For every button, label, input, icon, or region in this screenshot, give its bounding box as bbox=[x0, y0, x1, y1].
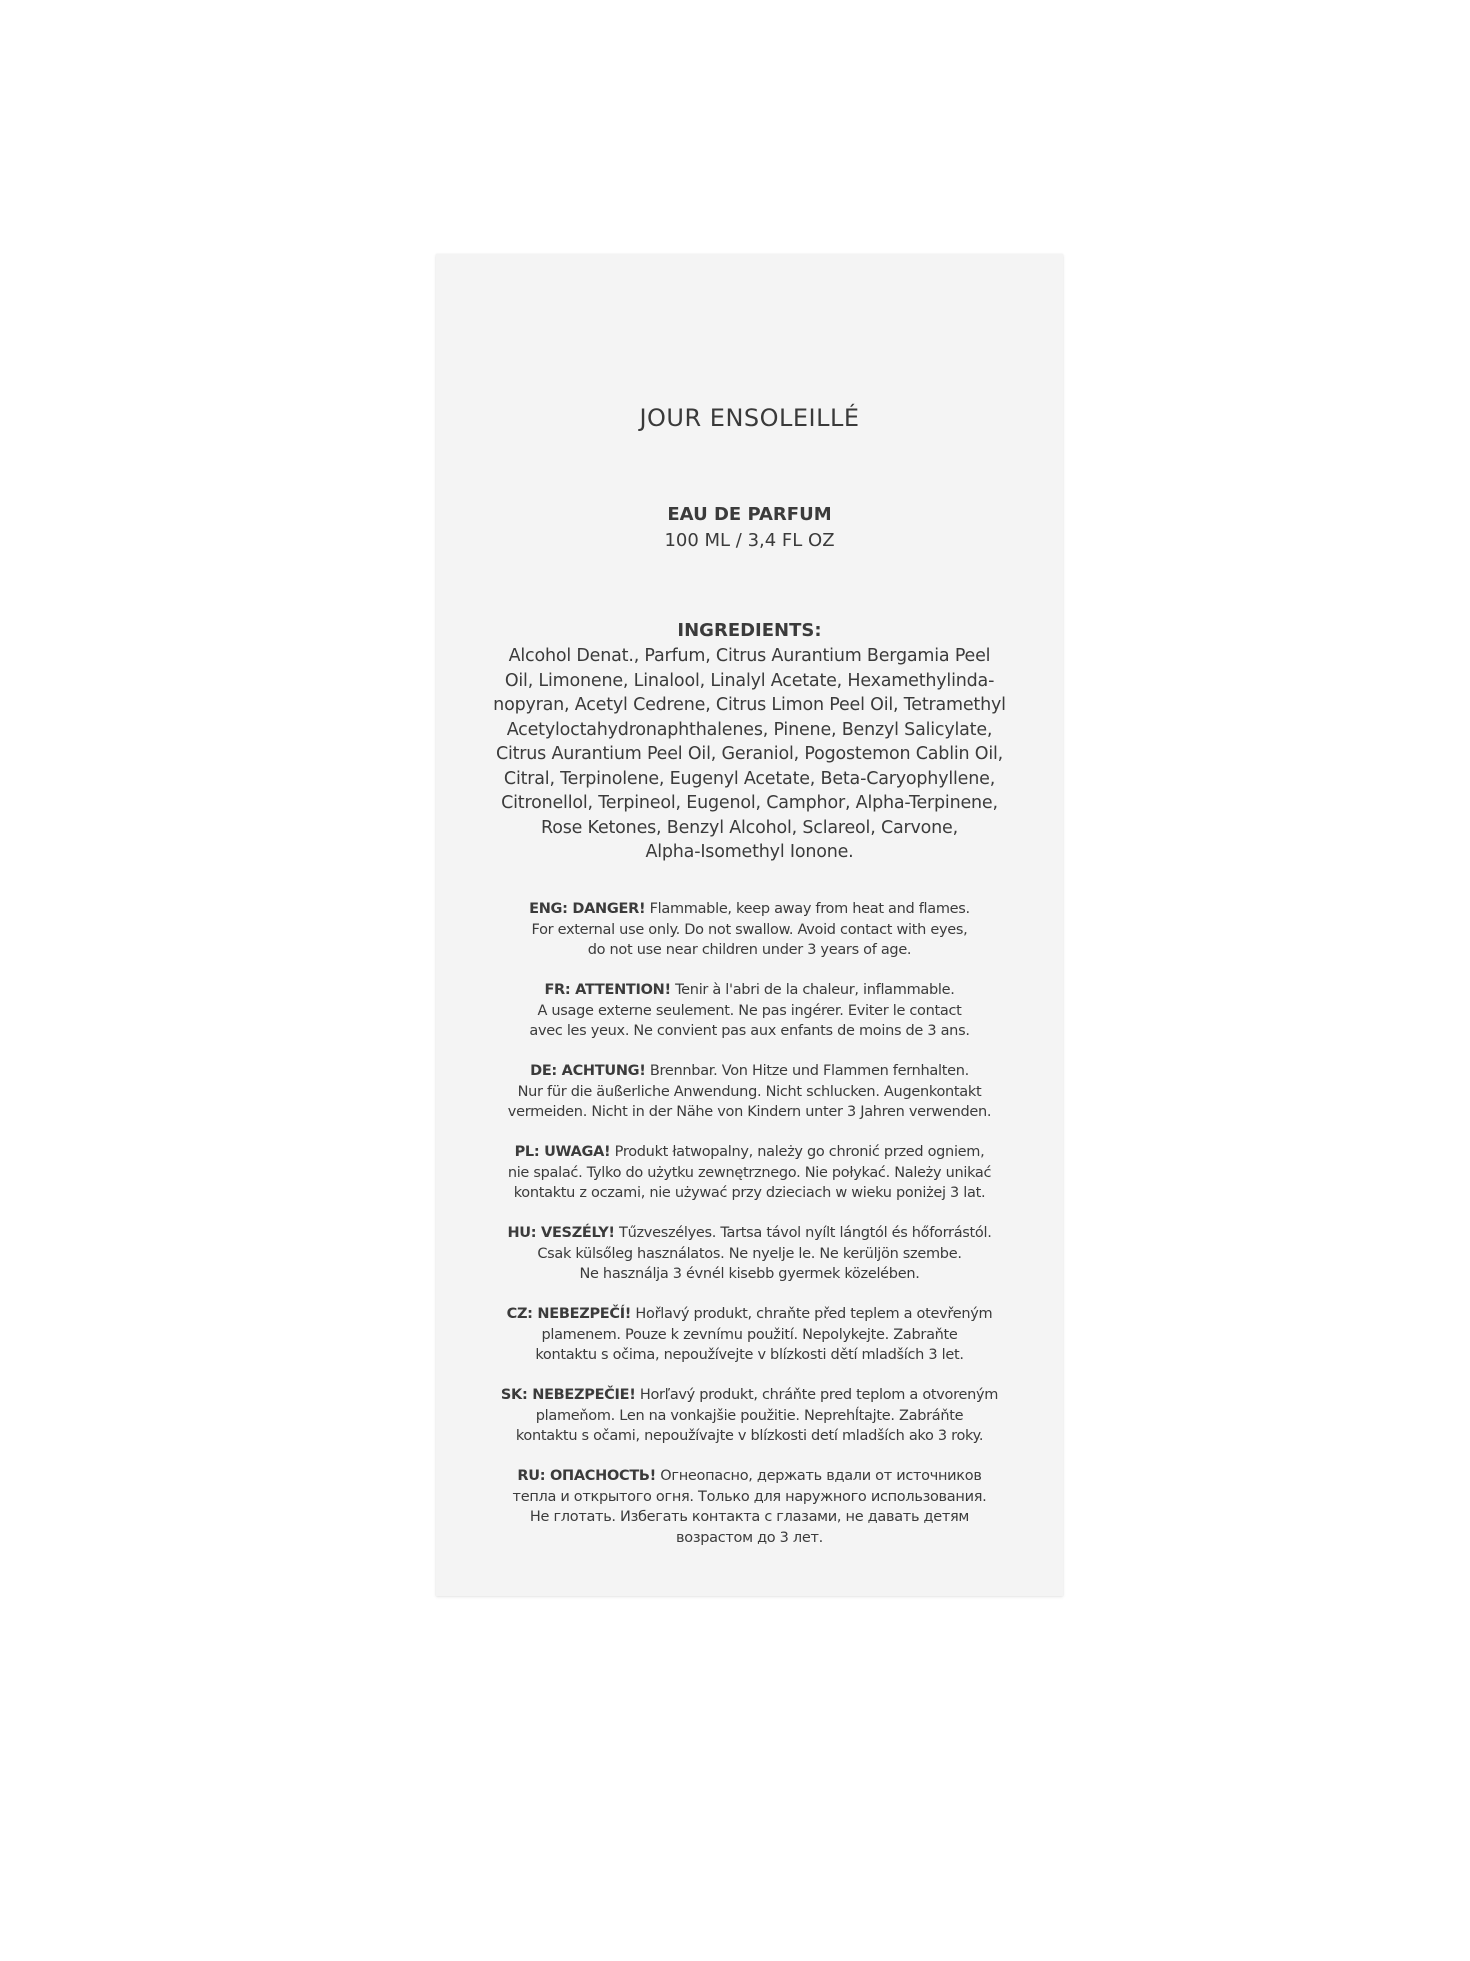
ingredients-line: Citral, Terpinolene, Eugenyl Acetate, Beta-Caryophyllene, bbox=[503, 768, 996, 789]
warning-label: SK: NEBEZPEČIE! bbox=[500, 1387, 636, 1403]
product-type: EAU DE PARFUM bbox=[667, 504, 832, 525]
warning-line: Nur für die äußerliche Anwendung. Nicht schlucken. Augenkontakt bbox=[517, 1083, 982, 1100]
warning-label: ENG: DANGER! bbox=[529, 901, 646, 917]
ingredients-line: Citronellol, Terpineol, Eugenol, Camphor, Alpha-Terpinene, bbox=[501, 793, 998, 813]
perfume-box-back bbox=[436, 254, 1063, 1596]
ingredients-line: Acetyloctahydronaphthalenes, Pinene, Benzyl Salicylate, bbox=[506, 719, 993, 740]
warning-ru bbox=[456, 1466, 1043, 1548]
warning-line: A usage externe seulement. Ne pas ingérer. Eviter le contact bbox=[537, 1002, 962, 1019]
warning-fr bbox=[456, 980, 1043, 1042]
warnings-block bbox=[456, 899, 1043, 1568]
warning-line: Ne használja 3 évnél kisebb gyermek közelében. bbox=[579, 1266, 920, 1282]
warning-line: Огнеопасно, держать вдали от источников bbox=[656, 1468, 982, 1484]
warning-line: возрастом до 3 лет. bbox=[676, 1529, 823, 1546]
warning-line: тепла и открытого огня. Только для наружного использования. bbox=[512, 1488, 987, 1505]
warning-pl bbox=[456, 1142, 1043, 1204]
warning-line: Csak külsőleg használatos. Ne nyelje le. Ne kerüljön szembe. bbox=[537, 1245, 962, 1262]
product-type-block bbox=[436, 502, 1063, 554]
ingredients-line: Rose Ketones, Benzyl Alcohol, Sclareol, Carvone, bbox=[541, 817, 958, 838]
warning-sk bbox=[456, 1385, 1043, 1447]
ingredients-line: Alpha-Isomethyl Ionone. bbox=[645, 842, 854, 862]
warning-de bbox=[456, 1061, 1043, 1123]
warning-line: do not use near children under 3 years of age. bbox=[587, 942, 912, 958]
warning-line: Hořlavý produkt, chraňte před teplem a otevřeným bbox=[631, 1306, 993, 1322]
ingredients-title: INGREDIENTS: bbox=[677, 620, 822, 641]
warning-cz bbox=[456, 1304, 1043, 1366]
warning-line: Horľavý produkt, chráňte pred teplom a otvoreným bbox=[635, 1387, 999, 1403]
warning-label: FR: ATTENTION! bbox=[544, 982, 671, 998]
warning-line: vermeiden. Nicht in der Nähe von Kindern unter 3 Jahren verwenden. bbox=[507, 1104, 992, 1120]
warning-line: kontaktu s očami, nepoužívajte v blízkosti detí mladších ako 3 roky. bbox=[515, 1428, 984, 1444]
warning-eng bbox=[456, 899, 1043, 961]
warning-line: nie spalać. Tylko do użytku zewnętrznego. Nie połykać. Należy unikać bbox=[507, 1164, 992, 1181]
warning-line: plameňom. Len na vonkajšie použitie. Neprehĺtajte. Zabráňte bbox=[535, 1407, 964, 1424]
warning-label: CZ: NEBEZPEČÍ! bbox=[506, 1306, 632, 1322]
warning-line: plamenem. Pouze k zevnímu použití. Nepolykejte. Zabraňte bbox=[541, 1326, 958, 1343]
ingredients-line: Alcohol Denat., Parfum, Citrus Aurantium Bergamia Peel bbox=[508, 646, 991, 666]
ingredients-line: Citrus Aurantium Peel Oil, Geraniol, Pogostemon Cablin Oil, bbox=[495, 744, 1004, 764]
ingredients-line: nopyran, Acetyl Cedrene, Citrus Limon Peel Oil, Tetramethyl bbox=[493, 695, 1006, 715]
warning-line: Flammable, keep away from heat and flames. bbox=[645, 901, 970, 917]
warning-label: HU: VESZÉLY! bbox=[507, 1225, 615, 1241]
product-volume: 100 ML / 3,4 FL OZ bbox=[664, 530, 835, 551]
ingredients-block bbox=[456, 618, 1043, 865]
warning-line: Tűzveszélyes. Tartsa távol nyílt lángtól és hőforrástól. bbox=[614, 1225, 992, 1241]
warning-label: RU: ОПАСНОСТЬ! bbox=[517, 1468, 656, 1484]
warning-line: avec les yeux. Ne convient pas aux enfants de moins de 3 ans. bbox=[529, 1023, 970, 1039]
warning-line: Не глотать. Избегать контакта с глазами, не давать детям bbox=[529, 1509, 970, 1525]
warning-line: kontaktu s očima, nepoužívejte v blízkosti dětí mladších 3 let. bbox=[535, 1347, 964, 1363]
product-name: JOUR ENSOLEILLÉ bbox=[639, 404, 860, 432]
warning-label: DE: ACHTUNG! bbox=[530, 1063, 646, 1079]
ingredients-text bbox=[456, 644, 1043, 865]
ingredients-line: Oil, Limonene, Linalool, Linalyl Acetate, Hexamethylinda- bbox=[504, 670, 995, 691]
warning-line: Tenir à l'abri de la chaleur, inflammable. bbox=[670, 982, 955, 998]
warning-label: PL: UWAGA! bbox=[514, 1144, 611, 1160]
warning-line: For external use only. Do not swallow. Avoid contact with eyes, bbox=[531, 921, 968, 938]
warning-line: kontaktu z oczami, nie używać przy dzieciach w wieku poniżej 3 lat. bbox=[513, 1185, 986, 1201]
warning-line: Produkt łatwopalny, należy go chronić przed ogniem, bbox=[610, 1144, 985, 1160]
warning-hu bbox=[456, 1223, 1043, 1285]
warning-line: Brennbar. Von Hitze und Flammen fernhalten. bbox=[645, 1063, 969, 1079]
